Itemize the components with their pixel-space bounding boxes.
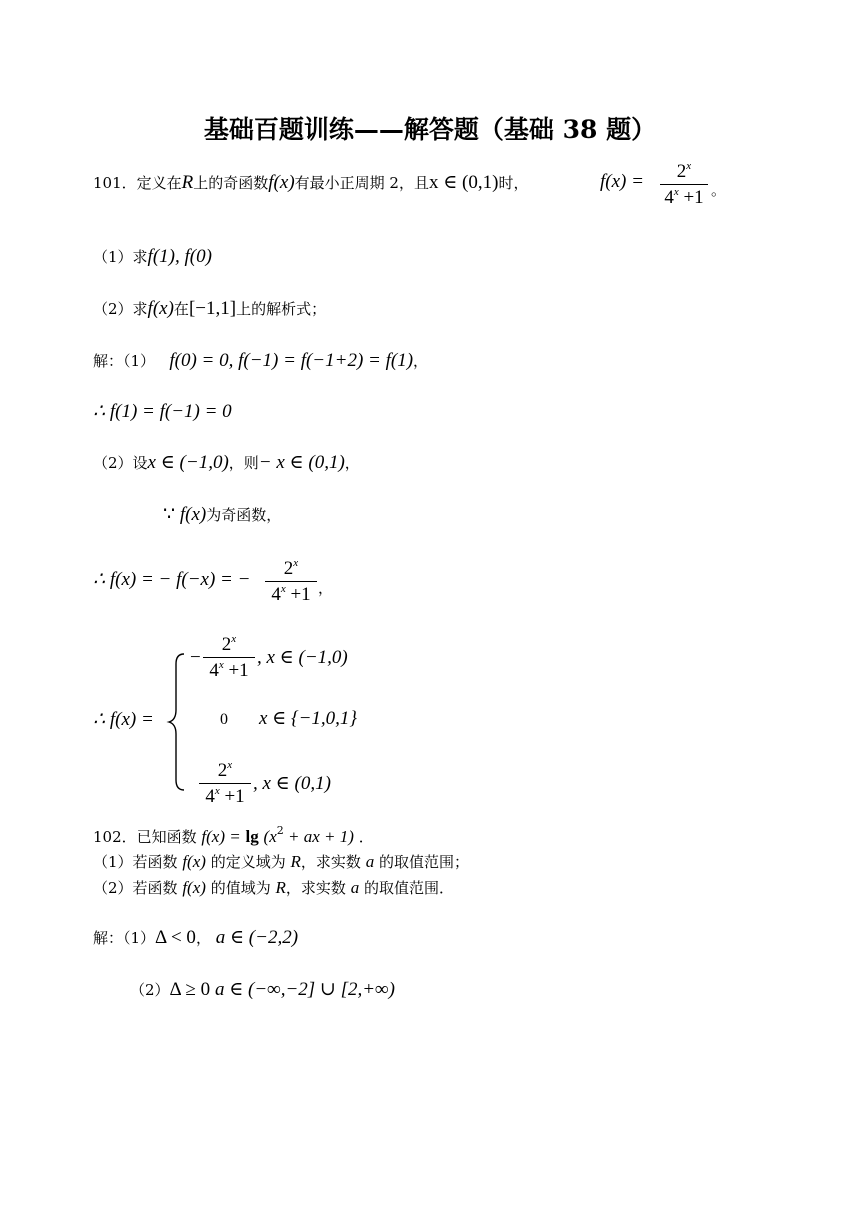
page-title: 基础百题训练——解答题（基础 38 题） — [203, 115, 657, 144]
math-expr: a ∈ (−∞,−2] ∪ [2,+∞) — [214, 979, 395, 1000]
sup-x: x — [673, 186, 679, 198]
text: 定义在 — [136, 174, 182, 192]
solution-label: 解：（1） — [93, 929, 156, 947]
math-a: a — [365, 852, 375, 871]
solution-label: （2） — [130, 981, 170, 999]
text: 时， — [498, 174, 529, 192]
solution-1-result — [93, 402, 232, 422]
math-fx: f(x) — [182, 852, 206, 871]
math-R: R — [275, 878, 286, 897]
fraction-denominator — [660, 187, 708, 209]
text: 上的解析式； — [236, 300, 327, 318]
math-fx: f(x) — [179, 504, 207, 525]
sup-x: x — [686, 160, 692, 172]
num-2: 2 — [217, 760, 228, 781]
piece-2-condition — [259, 709, 357, 729]
math-expr: ∴ f(1) = f(−1) = 0 — [93, 401, 232, 422]
num-4: 4 — [205, 786, 215, 807]
text: 的取值范围； — [378, 853, 469, 871]
solution-label: （2）设 — [93, 454, 148, 472]
math-condition: x ∈ {−1,0,1} — [259, 708, 358, 729]
sup-x: x — [214, 785, 220, 797]
odd-extension-line — [93, 570, 250, 590]
sup-x: x — [280, 583, 286, 595]
num-2: 2 — [221, 634, 232, 655]
text: ，求实数 — [300, 853, 361, 871]
num-2: 2 — [676, 161, 687, 182]
because-symbol: ∵ — [163, 504, 176, 525]
text: ， — [318, 579, 334, 597]
text: （2）若函数 — [93, 879, 178, 897]
fraction-bar — [265, 581, 317, 582]
odd-function-line — [163, 505, 281, 525]
fraction-denominator — [265, 584, 317, 606]
math-lg: lg — [245, 827, 259, 846]
num-4: 4 — [271, 584, 281, 605]
math-expr: f(1), f(0) — [147, 246, 212, 267]
question-2 — [93, 299, 326, 319]
solution-1 — [93, 351, 428, 371]
math-fx: f(x) — [268, 172, 295, 193]
question-1 — [93, 247, 212, 267]
piece-1-condition — [257, 648, 348, 668]
text: 上的奇函数 — [193, 174, 269, 192]
math-condition: , x ∈ (−1,0) — [257, 647, 348, 668]
math-fx: f(x) — [147, 298, 174, 319]
sup-2: 2 — [276, 824, 284, 837]
plus-one: +1 — [223, 660, 249, 681]
sup-x: x — [218, 659, 224, 671]
fraction-numerator — [265, 558, 317, 580]
math-expr: f(0) = 0, f(−1) = f(−1+2) = f(1) — [169, 350, 414, 371]
fraction-denominator — [203, 660, 255, 682]
plus-one: +1 — [285, 584, 311, 605]
text: （1）若函数 — [93, 853, 178, 871]
math-expr: x ∈ (−1,0) — [147, 452, 229, 473]
text: 为奇函数， — [206, 506, 282, 524]
fraction-numerator — [203, 634, 255, 656]
num-4: 4 — [664, 187, 674, 208]
math-expr: Δ ≥ 0 — [169, 979, 211, 1000]
period-mark — [711, 180, 726, 200]
math-expr: Δ < 0 — [155, 927, 196, 948]
text: 的定义域为 — [210, 853, 286, 871]
fraction-bar — [660, 184, 708, 185]
math-condition: x ∈ (0,1) — [428, 172, 499, 193]
fraction-bar — [203, 657, 255, 658]
text: 的取值范围． — [363, 879, 454, 897]
sup-x: x — [231, 633, 237, 645]
math-expr: ∴ f(x) = − f(−x) = − — [93, 569, 251, 590]
math-fx: f(x) = — [201, 827, 241, 846]
math-arg: + ax + 1) — [283, 827, 354, 846]
text: 在 — [173, 300, 189, 318]
text: 的值域为 — [210, 879, 271, 897]
problem-number: 101． — [93, 174, 137, 192]
comma — [318, 578, 333, 598]
fraction-bar — [199, 783, 251, 784]
fraction-odd — [265, 558, 317, 606]
problem-101 — [93, 173, 528, 193]
answer-102-1 — [93, 928, 298, 948]
math-R: R — [181, 172, 194, 193]
math-expr: − x ∈ (0,1) — [258, 452, 345, 473]
math-fx: f(x) — [182, 878, 206, 897]
math-condition: , x ∈ (0,1) — [253, 773, 331, 794]
text: 有最小正周期 2，且 — [294, 174, 429, 192]
piecewise-lhs — [93, 710, 154, 730]
text: ， — [195, 929, 211, 947]
solution-label: 解：（1） — [93, 352, 156, 370]
problem-101-fx-eq — [600, 172, 644, 192]
problem-102-q2 — [93, 878, 454, 898]
answer-102-2 — [130, 980, 395, 1000]
math-expr: ∴ f(x) = — [93, 709, 154, 730]
math-expr: a ∈ (−2,2) — [215, 927, 299, 948]
math-R: R — [290, 852, 301, 871]
problem-number: 102．已知函数 — [93, 828, 197, 846]
fraction-piece-3 — [199, 760, 251, 808]
solution-2 — [93, 453, 360, 473]
plus-one: +1 — [678, 187, 704, 208]
piece-1-minus — [190, 648, 201, 668]
piece-3-condition — [253, 774, 331, 794]
left-brace-icon — [166, 652, 186, 792]
fraction-denominator — [199, 786, 251, 808]
sup-x: x — [227, 759, 233, 771]
sup-x: x — [293, 557, 299, 569]
math-fx-eq: f(x) = — [600, 171, 644, 192]
question-label: （1）求 — [93, 248, 148, 266]
math-a: a — [350, 878, 360, 897]
plus-one: +1 — [219, 786, 245, 807]
piece-2-value — [220, 710, 228, 730]
problem-102-q1 — [93, 852, 469, 872]
text: ， — [413, 352, 429, 370]
question-label: （2）求 — [93, 300, 148, 318]
math-interval: [−1,1] — [188, 298, 237, 319]
fraction-numerator — [660, 161, 708, 183]
text: ． — [358, 828, 374, 846]
text: 。 — [711, 181, 727, 199]
problem-102 — [93, 824, 374, 847]
fraction-101 — [660, 161, 708, 209]
math-zero: 0 — [220, 711, 228, 728]
text: ，求实数 — [285, 879, 346, 897]
fraction-piece-1 — [203, 634, 255, 682]
text: ，则 — [228, 454, 259, 472]
num-2: 2 — [283, 558, 294, 579]
fraction-numerator — [199, 760, 251, 782]
num-4: 4 — [209, 660, 219, 681]
math-arg: (x — [263, 827, 277, 846]
text: ， — [344, 454, 360, 472]
minus-sign: − — [190, 647, 201, 668]
